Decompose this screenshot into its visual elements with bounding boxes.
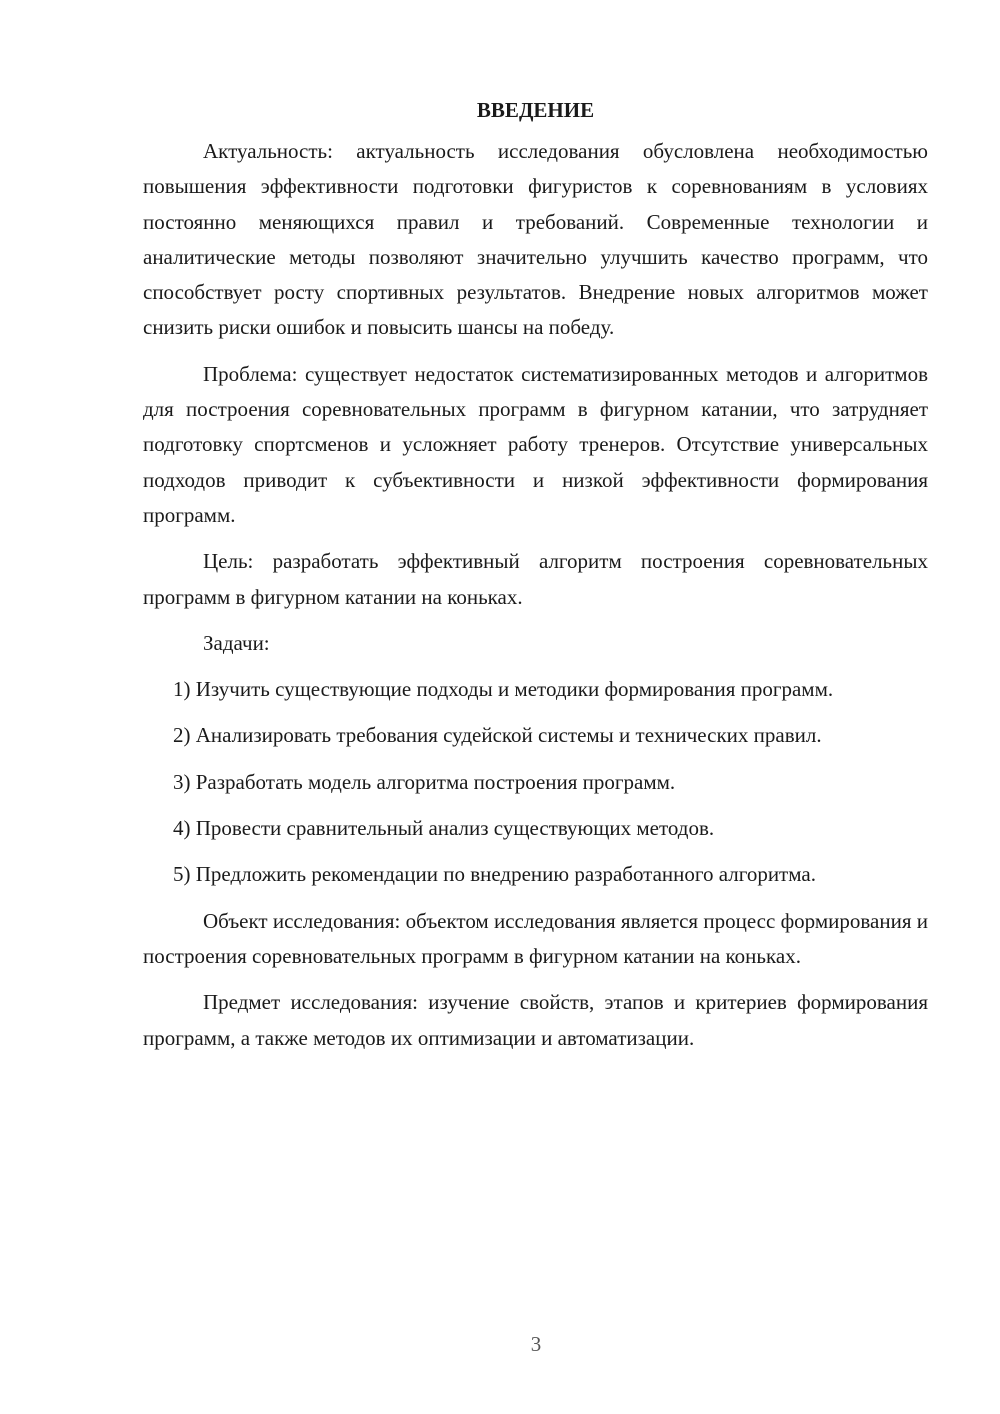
page-title: ВВЕДЕНИЕ (476, 98, 595, 122)
task-item-2: 2) Анализировать требования судейской системы и технических правил. (173, 723, 822, 748)
paragraph-problem: Проблема: существует недостаток систематизированных методов и алгоритмов для построения соревновательных программ в фигурном катании, что затрудняет подготовку спортсменов и усложняет работу тренеров. Отсутствие универсальных подходов приводит к субъективности и низкой эффективности формирования программ. (143, 361, 928, 527)
page-number: 3 (530, 1332, 542, 1356)
tasks-heading: Задачи: (203, 630, 270, 655)
task-item-3: 3) Разработать модель алгоритма построения программ. (173, 769, 676, 794)
document-page (143, 90, 928, 1067)
task-item-1: 1) Изучить существующие подходы и методики формирования программ. (173, 677, 834, 702)
task-item-4: 4) Провести сравнительный анализ существующих методов. (173, 816, 715, 841)
paragraph-goal: Цель: разработать эффективный алгоритм построения соревновательных программ в фигурном катании на коньках. (143, 549, 928, 609)
task-item-5: 5) Предложить рекомендации по внедрению разработанного алгоритма. (173, 862, 816, 887)
paragraph-relevance: Актуальность: актуальность исследования обусловлена необходимостью повышения эффективности подготовки фигуристов к соревнованиям в условиях постоянно меняющихся правил и требований. Современные технологии и аналитические методы позволяют значительно улучшить качество программ, что способствует росту спортивных результатов. Внедрение новых алгоритмов может снизить риски ошибок и повысить шансы на победу. (143, 139, 928, 340)
paragraph-subject: Предмет исследования: изучение свойств, этапов и критериев формирования программ, а также методов их оптимизации и автоматизации. (143, 990, 928, 1050)
paragraph-object: Объект исследования: объектом исследования является процесс формирования и построения соревновательных программ в фигурном катании на коньках. (143, 908, 928, 968)
